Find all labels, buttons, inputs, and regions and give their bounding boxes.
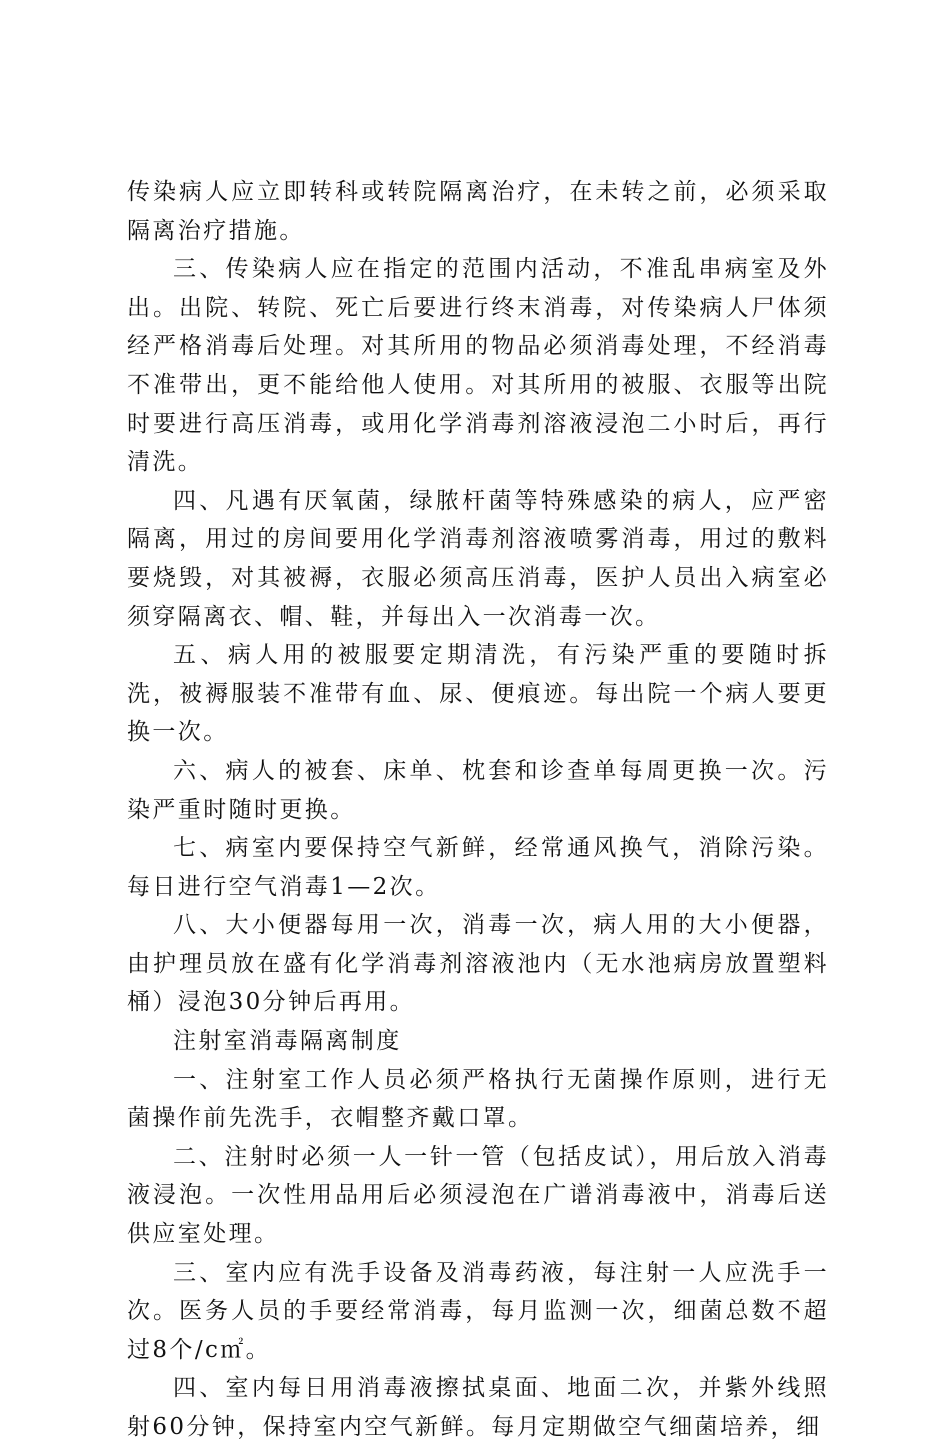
- section-heading: 注射室消毒隔离制度: [173, 1028, 402, 1055]
- paragraph-item-5: 五、病人用的被服要定期清洗，有污染严重的要随时拆洗，被褥服装不准带有血、尿、便痕迹。每出院一个病人要更换一次。: [127, 642, 829, 746]
- paragraph-injection-3: 三、室内应有洗手设备及消毒药液，每注射一人应洗手一次。医务人员的手要经常消毒，每月监测一次，细菌总数不超过8个/c㎡。: [127, 1259, 829, 1363]
- paragraph-item-6: 六、病人的被套、床单、枕套和诊查单每周更换一次。污染严重时随时更换。: [127, 757, 829, 823]
- document-body: [127, 173, 829, 1447]
- paragraph-item-3: 三、传染病人应在指定的范围内活动，不准乱串病室及外出。出院、转院、死亡后要进行终末消毒，对传染病人尸体须经严格消毒后处理。对其所用的物品必须消毒处理，不经消毒不准带出，更不能给他人使用。对其所用的被服、衣服等出院时要进行高压消毒，或用化学消毒剂溶液浸泡二小时后，再行清洗。: [127, 256, 829, 476]
- paragraph-item-7: 七、病室内要保持空气新鲜，经常通风换气，消除污染。每日进行空气消毒1—2次。: [127, 835, 829, 900]
- paragraph-injection-2: 二、注射时必须一人一针一管（包括皮试），用后放入消毒液浸泡。一次性用品用后必须浸泡在广谱消毒液中，消毒后送供应室处理。: [127, 1143, 829, 1248]
- paragraph-injection-1: 一、注射室工作人员必须严格执行无菌操作原则，进行无菌操作前先洗手，衣帽整齐戴口罩。: [127, 1066, 829, 1132]
- paragraph-continuation: 传染病人应立即转科或转院隔离治疗，在未转之前，必须采取隔离治疗措施。: [127, 179, 829, 244]
- paragraph-injection-4: 四、室内每日用消毒液擦拭桌面、地面二次，并紫外线照射60分钟，保持室内空气新鲜。每月定期做空气细菌培养，细: [127, 1375, 829, 1440]
- paragraph-item-4: 四、凡遇有厌氧菌，绿脓杆菌等特殊感染的病人，应严密隔离，用过的房间要用化学消毒剂溶液喷雾消毒，用过的敷料要烧毁，对其被褥，衣服必须高压消毒，医护人员出入病室必须穿隔离衣、帽、鞋，并每出入一次消毒一次。: [127, 487, 829, 630]
- paragraph-item-8: 八、大小便器每用一次，消毒一次，病人用的大小便器，由护理员放在盛有化学消毒剂溶液池内（无水池病房放置塑料桶）浸泡30分钟后再用。: [127, 912, 829, 1016]
